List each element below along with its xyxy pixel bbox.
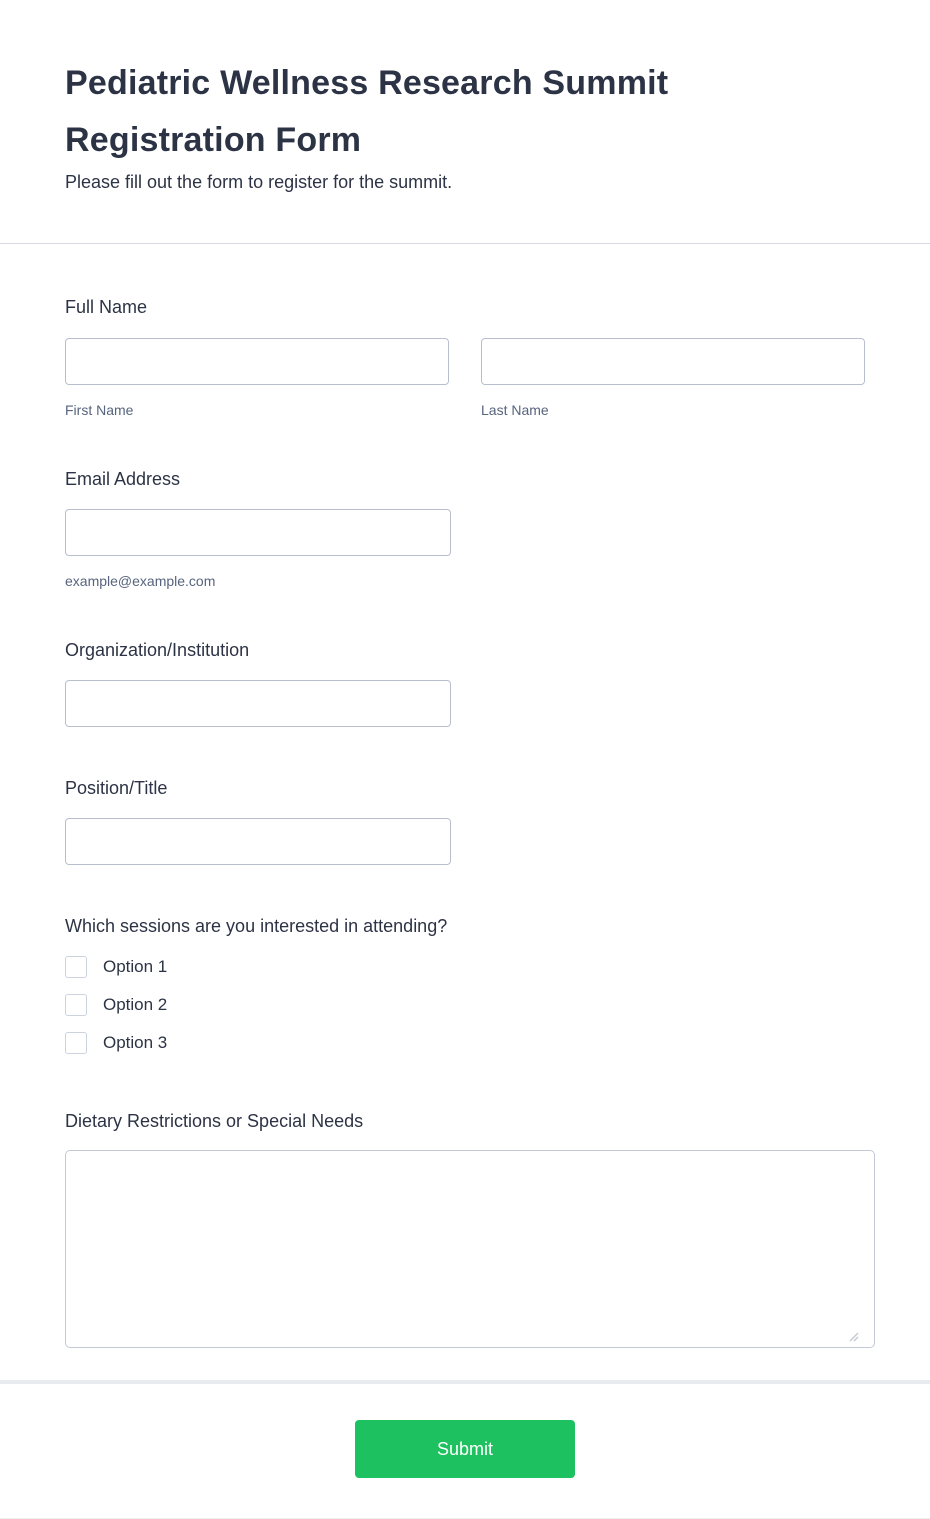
session-option-1-label: Option 1 xyxy=(103,957,168,976)
email-sublabel: example@example.com xyxy=(65,573,216,589)
session-option-3-checkbox[interactable] xyxy=(65,1032,87,1054)
last-name-sublabel: Last Name xyxy=(481,402,549,418)
session-option-row-3[interactable] xyxy=(65,1032,865,1054)
name-inputs-row xyxy=(65,338,865,385)
field-email xyxy=(65,468,865,589)
dietary-label: Dietary Restrictions or Special Needs xyxy=(65,1111,364,1131)
last-name-input[interactable] xyxy=(481,338,865,385)
submit-button[interactable]: Submit xyxy=(355,1420,575,1478)
dietary-textarea-wrap xyxy=(65,1150,865,1348)
form-body xyxy=(0,296,930,1348)
field-organization xyxy=(65,639,865,727)
page-title: Pediatric Wellness Research Summit Registration Form xyxy=(65,64,669,159)
submit-row xyxy=(0,1384,930,1478)
position-label: Position/Title xyxy=(65,778,168,798)
last-name-column xyxy=(481,338,865,385)
full-name-label: Full Name xyxy=(65,297,148,317)
field-position xyxy=(65,777,865,865)
email-input[interactable] xyxy=(65,509,451,556)
field-sessions xyxy=(65,915,865,1054)
sessions-question-label: Which sessions are you interested in attending? xyxy=(65,916,448,936)
first-name-column xyxy=(65,338,449,385)
organization-label: Organization/Institution xyxy=(65,640,250,660)
position-input[interactable] xyxy=(65,818,451,865)
session-option-1-checkbox[interactable] xyxy=(65,956,87,978)
session-option-2-checkbox[interactable] xyxy=(65,994,87,1016)
session-option-3-label: Option 3 xyxy=(103,1033,168,1052)
form-header xyxy=(0,0,930,244)
session-option-row-2[interactable] xyxy=(65,994,865,1016)
resize-handle-icon[interactable] xyxy=(847,1330,859,1342)
field-full-name xyxy=(65,296,865,418)
email-label: Email Address xyxy=(65,469,181,489)
session-option-2-label: Option 2 xyxy=(103,995,168,1014)
page-subtitle: Please fill out the form to register for the summit. xyxy=(65,172,453,192)
dietary-textarea[interactable] xyxy=(65,1150,875,1348)
sessions-checkbox-list xyxy=(65,956,865,1054)
first-name-input[interactable] xyxy=(65,338,449,385)
field-dietary xyxy=(65,1110,865,1348)
name-sublabels-row xyxy=(65,385,865,418)
session-option-row-1[interactable] xyxy=(65,956,865,978)
organization-input[interactable] xyxy=(65,680,451,727)
first-name-sublabel: First Name xyxy=(65,402,134,418)
